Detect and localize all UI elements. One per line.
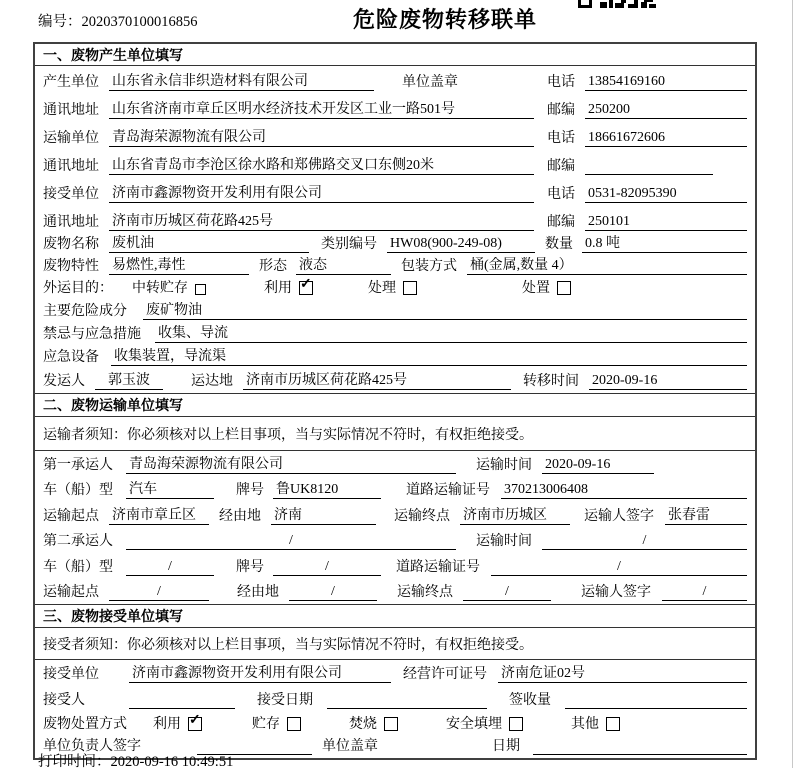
producer-zip-group <box>547 101 747 119</box>
transporter-address-value: 山东省青岛市李沧区徐水路和郑佛路交叉口东侧20米 <box>109 157 534 175</box>
transporter-phone-value: 18661672606 <box>585 129 747 147</box>
purpose-transfer-checkbox <box>195 284 206 295</box>
accept-date-value <box>327 708 487 709</box>
accept-unit-value: 济南市鑫源物资开发利用有限公司 <box>129 665 391 683</box>
row-disposal <box>35 712 755 736</box>
carrier1-time-value: 2020-09-16 <box>542 456 654 474</box>
signoff-seal-label: 单位盖章 <box>322 739 378 754</box>
section2-notice: 运输者须知：你必须核对以上栏目事项，当与实际情况不符时，有权拒绝接受。 <box>35 417 755 451</box>
taboo-value: 收集、导流 <box>155 325 747 343</box>
transporter-zip-value <box>585 174 713 175</box>
vehicle2-label: 车（船）型 <box>43 560 113 575</box>
carrier2-time-label: 运输时间 <box>476 534 532 549</box>
zip-label: 邮编 <box>547 103 575 118</box>
section3-header: 三、废物接受单位填写 <box>35 604 755 628</box>
accept-qty-value <box>565 708 747 709</box>
row-vehicle2 <box>35 553 755 579</box>
equipment-value: 收集装置，导流渠 <box>111 348 747 366</box>
disposal-landfill-label: 安全填埋 <box>446 717 502 732</box>
row-transporter <box>35 122 755 150</box>
disposal-store-checkbox <box>287 717 301 731</box>
purpose-option-dispose-label: 处置 <box>522 281 550 296</box>
route2-sign-value: / <box>662 583 747 601</box>
purpose-option-treat-label: 处理 <box>368 281 396 296</box>
phone-label: 电话 <box>547 75 575 90</box>
receiver-phone-group <box>547 185 747 203</box>
carrier1-value: 青岛海荣源物流有限公司 <box>126 456 456 474</box>
carrier1-time-label: 运输时间 <box>476 458 532 473</box>
section2-header: 二、废物运输单位填写 <box>35 393 755 417</box>
waste-props-label: 废物特性 <box>43 259 99 274</box>
phone-label: 电话 <box>547 187 575 202</box>
row-equipment <box>35 346 755 369</box>
route1-end-value: 济南市历城区 <box>460 507 570 525</box>
phone-label: 电话 <box>547 131 575 146</box>
route1-start-value: 济南市章丘区 <box>109 507 209 525</box>
hazard-value: 废矿物油 <box>143 302 747 320</box>
route1-via-value: 济南 <box>271 507 376 525</box>
address-label: 通讯地址 <box>43 103 99 118</box>
signoff-date-value <box>533 754 747 755</box>
producer-zip-value: 250200 <box>585 101 747 119</box>
accept-person-label: 接受人 <box>43 693 85 708</box>
vehicle2-plate-value: / <box>273 558 381 576</box>
receiver-phone-value: 0531-82095390 <box>585 185 747 203</box>
dispatch-label: 发运人 <box>43 374 85 389</box>
waste-qty-value: 0.8 吨 <box>582 235 747 253</box>
purpose-dispose-checkbox <box>557 281 571 295</box>
accept-person-value <box>129 708 235 709</box>
row-producer <box>35 66 755 94</box>
disposal-other-label: 其他 <box>571 717 599 732</box>
waste-pack-value: 桶(金属,数量 4） <box>467 257 747 275</box>
purpose-label: 外运目的： <box>43 281 113 296</box>
route1-end-label: 运输终点 <box>394 509 450 524</box>
receiver-value: 济南市鑫源物资开发利用有限公司 <box>109 185 534 203</box>
route2-via-label: 经由地 <box>237 585 279 600</box>
disposal-burn-label: 焚烧 <box>349 717 377 732</box>
dispatch-time-label: 转移时间 <box>523 374 579 389</box>
serial-label: 编号： <box>38 14 82 30</box>
purpose-treat-checkbox <box>403 281 417 295</box>
receiver-zip-group <box>547 213 747 231</box>
hazard-label: 主要危险成分 <box>43 304 127 319</box>
signoff-label: 单位负责人签字 <box>43 739 141 754</box>
waste-props-value: 易燃性,毒性 <box>109 257 249 275</box>
waste-form-label: 形态 <box>259 259 287 274</box>
disposal-label: 废物处置方式 <box>43 717 127 732</box>
row-waste-props <box>35 256 755 278</box>
dispatch-time-value: 2020-09-16 <box>589 372 747 390</box>
address-label: 通讯地址 <box>43 215 99 230</box>
accept-unit-label: 接受单位 <box>43 667 99 682</box>
dispatch-dest-label: 运达地 <box>191 374 233 389</box>
disposal-landfill-checkbox <box>509 717 523 731</box>
row-receiver-address <box>35 206 755 234</box>
zip-label: 邮编 <box>547 215 575 230</box>
row-carrier2 <box>35 528 755 553</box>
page-title: 危险废物转移联单 <box>352 7 537 32</box>
dispatch-person-value: 郭玉波 <box>95 372 163 390</box>
taboo-label: 禁忌与应急措施 <box>43 327 141 342</box>
purpose-use-checkbox <box>299 281 313 295</box>
disposal-store-label: 贮存 <box>252 717 280 732</box>
row-dispatch <box>35 369 755 393</box>
vehicle1-cert-value: 370213006408 <box>501 481 747 499</box>
receiver-label: 接受单位 <box>43 187 99 202</box>
route2-end-value: / <box>463 583 551 601</box>
waste-name-value: 废机油 <box>109 235 309 253</box>
row-producer-address <box>35 94 755 122</box>
producer-label: 产生单位 <box>43 75 99 90</box>
carrier2-time-value: / <box>542 532 747 550</box>
accept-qty-label: 签收量 <box>509 693 551 708</box>
purpose-option-transfer-label: 中转贮存 <box>132 281 188 296</box>
vehicle2-value: / <box>126 558 214 576</box>
receiver-zip-value: 250101 <box>585 213 747 231</box>
transporter-phone-group <box>547 129 747 147</box>
route2-sign-label: 运输人签字 <box>581 585 651 600</box>
equipment-label: 应急设备 <box>43 350 99 365</box>
row-vehicle1 <box>35 477 755 502</box>
row-taboo <box>35 323 755 346</box>
row-hazard <box>35 300 755 323</box>
route1-start-label: 运输起点 <box>43 509 99 524</box>
route1-sign-value: 张春雷 <box>665 507 747 525</box>
row-route2 <box>35 579 755 604</box>
row-waste-name <box>35 234 755 256</box>
vehicle1-value: 汽车 <box>126 481 214 499</box>
transporter-zip-group <box>547 158 747 175</box>
row-carrier1 <box>35 451 755 477</box>
vehicle1-plate-label: 牌号 <box>236 483 264 498</box>
carrier1-label: 第一承运人 <box>43 458 113 473</box>
manifest-form <box>33 42 757 760</box>
transporter-value: 青岛海荣源物流有限公司 <box>109 129 534 147</box>
row-route1 <box>35 502 755 528</box>
address-label: 通讯地址 <box>43 159 99 174</box>
purpose-option-use-label: 利用 <box>264 281 292 296</box>
producer-phone-value: 13854169160 <box>585 73 747 91</box>
producer-address-value: 山东省济南市章丘区明水经济技术开发区工业一路501号 <box>109 101 534 119</box>
vehicle1-label: 车（船）型 <box>43 483 113 498</box>
row-accept-person <box>35 686 755 712</box>
route1-sign-label: 运输人签字 <box>584 509 654 524</box>
carrier2-label: 第二承运人 <box>43 534 113 549</box>
waste-code-label: 类别编号 <box>321 237 377 252</box>
vehicle2-cert-value: / <box>491 558 747 576</box>
row-purpose <box>35 278 755 300</box>
transporter-label: 运输单位 <box>43 131 99 146</box>
zip-label: 邮编 <box>547 159 575 174</box>
section3-notice: 接受者须知：你必须核对以上栏目事项，当与实际情况不符时，有权拒绝接受。 <box>35 628 755 660</box>
print-time-value: 2020-09-16 10:49:51 <box>110 754 234 768</box>
route2-start-label: 运输起点 <box>43 585 99 600</box>
row-accept-unit <box>35 660 755 686</box>
disposal-burn-checkbox <box>384 717 398 731</box>
print-time <box>38 750 233 768</box>
accept-cert-label: 经营许可证号 <box>403 667 487 682</box>
accept-cert-value: 济南危证02号 <box>498 665 747 683</box>
producer-seal-label: 单位盖章 <box>402 75 458 90</box>
vehicle2-cert-label: 道路运输证号 <box>396 560 480 575</box>
route2-end-label: 运输终点 <box>397 585 453 600</box>
waste-qty-label: 数量 <box>545 237 573 252</box>
signoff-date-label: 日期 <box>492 739 520 754</box>
serial-value: 2020370100016856 <box>81 14 198 30</box>
row-transporter-address <box>35 150 755 178</box>
waste-form-value: 液态 <box>296 257 391 275</box>
accept-date-label: 接受日期 <box>257 693 313 708</box>
section1-header: 一、废物产生单位填写 <box>35 44 755 66</box>
producer-value: 山东省永信非织造材料有限公司 <box>109 73 374 91</box>
disposal-other-checkbox <box>606 717 620 731</box>
route2-via-value: / <box>289 583 377 601</box>
disposal-use-label: 利用 <box>153 717 181 732</box>
producer-phone-group <box>547 73 747 91</box>
qr-code-fragment <box>578 0 656 9</box>
receiver-address-value: 济南市历城区荷花路425号 <box>109 213 534 231</box>
disposal-use-checkbox <box>188 717 202 731</box>
route1-via-label: 经由地 <box>219 509 261 524</box>
print-time-label: 打印时间： <box>38 754 111 768</box>
vehicle1-cert-label: 道路运输证号 <box>406 483 490 498</box>
waste-code-value: HW08(900-249-08) <box>387 235 535 253</box>
page-edge-line <box>792 0 793 768</box>
vehicle1-plate-value: 鲁UK8120 <box>273 481 381 499</box>
vehicle2-plate-label: 牌号 <box>236 560 264 575</box>
dispatch-dest-value: 济南市历城区荷花路425号 <box>243 372 511 390</box>
waste-name-label: 废物名称 <box>43 237 99 252</box>
route2-start-value: / <box>109 583 209 601</box>
carrier2-value: / <box>126 532 456 550</box>
waste-pack-label: 包装方式 <box>401 259 457 274</box>
row-receiver <box>35 178 755 206</box>
